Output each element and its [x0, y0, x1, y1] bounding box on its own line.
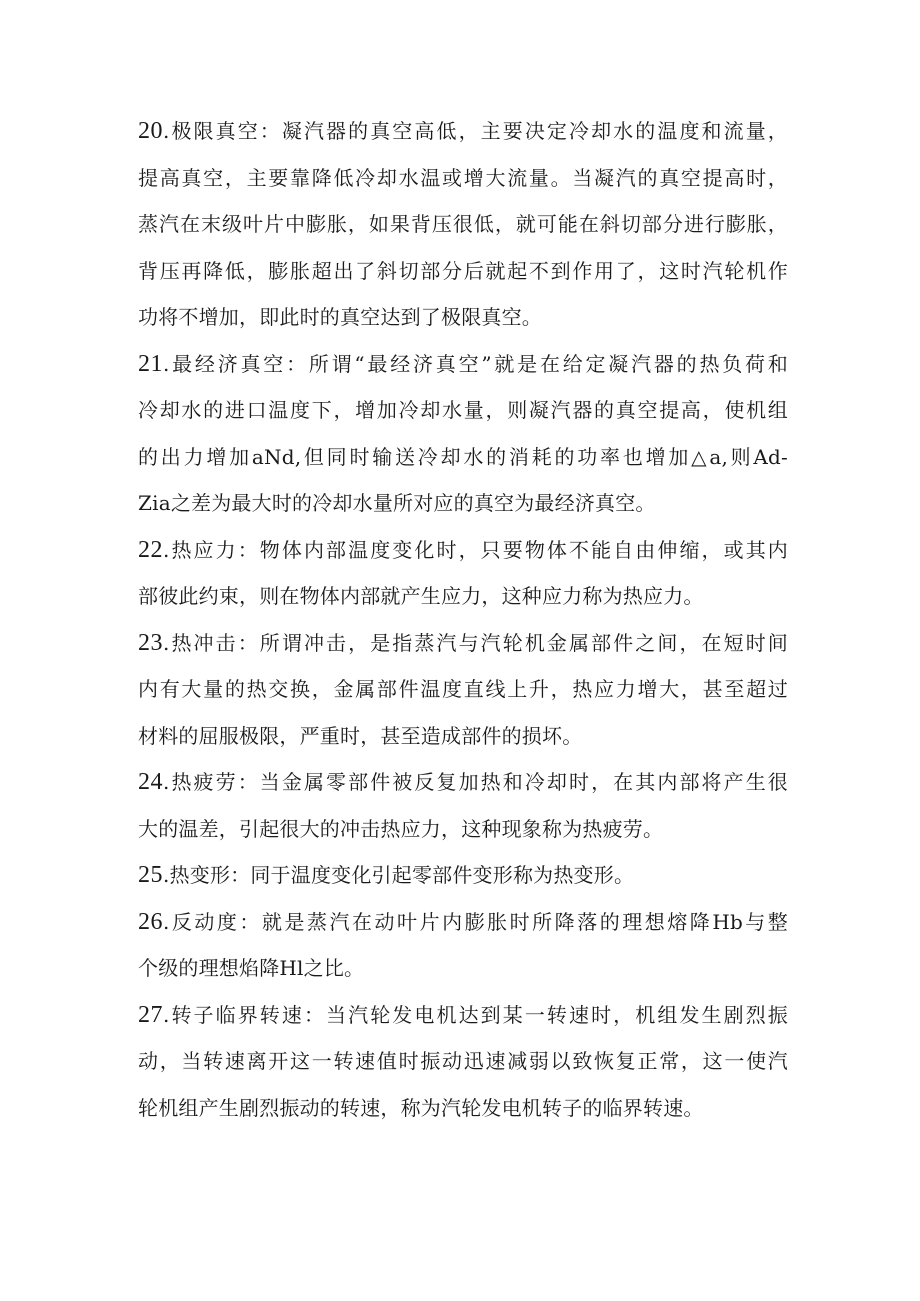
entry-line: 部彼此约束，则在物体内部就产生应力，这种应力称为热应力。 — [138, 584, 704, 608]
entry-line — [138, 759, 788, 806]
entry-line — [138, 899, 788, 946]
entry-text: .热应力：物体内部温度变化时，只要物体不能自由伸缩，或其内 — [163, 537, 788, 562]
entry-line — [138, 341, 788, 388]
entry-20 — [138, 108, 788, 341]
entry-line: 的出力增加aNd,但同时输送冷却水的消耗的功率也增加△a,则Ad- — [138, 444, 788, 469]
entry-line: 动，当转速离开这一转速值时振动迅速减弱以致恢复正常，这一使汽 — [138, 1049, 788, 1073]
entry-number: 22 — [138, 536, 163, 563]
entry-line: 轮机组产生剧烈振动的转速，称为汽轮发电机转子的临界转速。 — [138, 1095, 704, 1120]
entry-line — [138, 108, 788, 155]
entry-number: 21 — [138, 350, 163, 377]
entry-23 — [138, 620, 788, 760]
entry-text: .转子临界转速：当汽轮发电机达到某一转速时，机组发生剧烈振 — [163, 1002, 788, 1027]
entry-number: 27 — [138, 1001, 163, 1028]
entry-line: 背压再降低，膨胀超出了斜切部分后就起不到作用了，这时汽轮机作 — [138, 258, 788, 283]
entry-number: 23 — [138, 629, 163, 656]
entry-text: .热冲击：所谓冲击，是指蒸汽与汽轮机金属部件之间，在短时间 — [163, 630, 788, 655]
entry-line: 内有大量的热交换，金属部件温度直线上升，热应力增大，甚至超过 — [138, 677, 788, 701]
document-body — [138, 108, 788, 1131]
entry-line: 大的温差，引起很大的冲击热应力，这种现象称为热疲劳。 — [138, 816, 664, 841]
entry-text: .热疲劳：当金属零部件被反复加热和冷却时，在其内部将产生很 — [163, 770, 788, 794]
entry-22 — [138, 527, 788, 620]
entry-line: 蒸汽在末级叶片中膨胀，如果背压很低，就可能在斜切部分进行膨胀， — [138, 212, 788, 236]
entry-21 — [138, 341, 788, 527]
entry-line: 功将不增加，即此时的真空达到了极限真空。 — [138, 305, 542, 329]
entry-25 — [138, 852, 788, 899]
entry-text: .最经济真空：所谓“最经济真空”就是在给定凝汽器的热负荷和 — [163, 351, 788, 376]
entry-27 — [138, 992, 788, 1132]
entry-line: 材料的屈服极限，严重时，甚至造成部件的损坏。 — [138, 723, 583, 748]
entry-line: 冷却水的进口温度下，增加冷却水量，则凝汽器的真空提高，使机组 — [138, 398, 788, 422]
entry-line — [138, 852, 788, 899]
entry-24 — [138, 759, 788, 852]
entry-number: 24 — [138, 769, 163, 795]
entry-line — [138, 992, 788, 1039]
entry-number: 25 — [138, 862, 163, 888]
entry-line: Zia之差为最大时的冷却水量所对应的真空为最经济真空。 — [138, 491, 656, 515]
entry-number: 20 — [138, 118, 163, 144]
entry-line: 个级的理想焰降Hl之比。 — [138, 956, 365, 980]
entry-line — [138, 527, 788, 574]
entry-number: 26 — [138, 908, 163, 935]
entry-text: .热变形：同于温度变化引起零部件变形称为热变形。 — [163, 863, 635, 887]
entry-line — [138, 620, 788, 667]
entry-26 — [138, 899, 788, 992]
entry-text: .反动度：就是蒸汽在动叶片内膨胀时所降落的理想熔降Hb与整 — [163, 909, 788, 934]
entry-line: 提高真空，主要靠降低冷却水温或增大流量。当凝汽的真空提高时， — [138, 165, 788, 190]
entry-text: .极限真空：凝汽器的真空高低，主要决定冷却水的温度和流量， — [163, 119, 788, 143]
